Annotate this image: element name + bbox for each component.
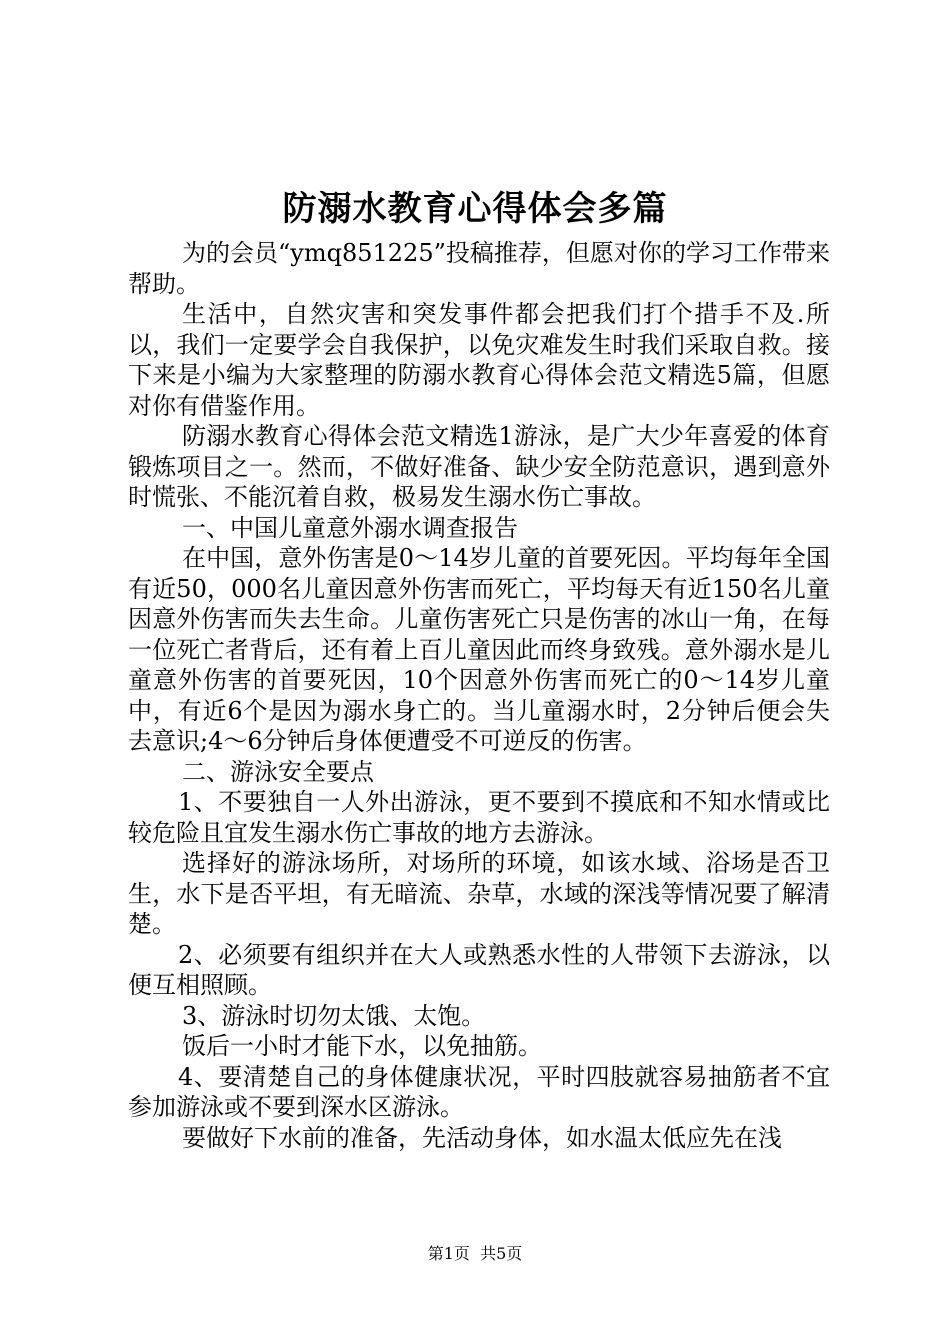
list-item: 1、不要独自一人外出游泳，更不要到不摸底和不知水情或比较危险且宜发生溺水伤亡事故的地方去游泳。 xyxy=(128,788,830,847)
page-number: 第1页 xyxy=(427,1244,470,1263)
page-total: 共5页 xyxy=(480,1244,523,1263)
section-heading: 一、中国儿童意外溺水调查报告 xyxy=(182,513,518,542)
paragraph: 要做好下水前的准备，先活动身体，如水温太低应先在浅 xyxy=(182,1123,782,1152)
paragraph: 选择好的游泳场所，对场所的环境，如该水域、浴场是否卫生，水下是否平坦，有无暗流、杂草，水域的深浅等情况要了解清楚。 xyxy=(128,849,830,938)
paragraph: 生活中，自然灾害和突发事件都会把我们打个措手不及.所以，我们一定要学会自我保护，以免灾难发生时我们采取自救。接下来是小编为大家整理的防溺水教育心得体会范文精选5篇，但愿对你有借鉴作用。 xyxy=(128,300,830,420)
document-body xyxy=(128,238,830,1153)
page-footer xyxy=(0,1243,950,1265)
list-item: 3、游泳时切勿太饿、太饱。 xyxy=(182,1001,486,1030)
paragraph: 防溺水教育心得体会范文精选1游泳，是广大少年喜爱的体育锻炼项目之一。然而，不做好准备、缺少安全防范意识，遇到意外时慌张、不能沉着自救，极易发生溺水伤亡事故。 xyxy=(128,422,830,511)
section-heading: 二、游泳安全要点 xyxy=(182,757,374,786)
paragraph: 为的会员“ymq851225”投稿推荐，但愿对你的学习工作带来帮助。 xyxy=(128,239,830,298)
paragraph: 饭后一小时才能下水，以免抽筋。 xyxy=(182,1032,542,1060)
page-title: 防溺水教育心得体会多篇 xyxy=(282,189,668,229)
list-item: 4、要清楚自己的身体健康状况，平时四肢就容易抽筋者不宜参加游泳或不要到深水区游泳。 xyxy=(128,1062,830,1121)
paragraph: 在中国，意外伤害是0～14岁儿童的首要死因。平均每年全国有近50，000名儿童因意外伤害而死亡，平均每天有近150名儿童因意外伤害而失去生命。儿童伤害死亡只是伤害的冰山一角，在每一位死亡者背后，还有着上百儿童因此而终身致残。意外溺水是儿童意外伤害的首要死因，10个因意外伤害而死亡的0～14岁儿童中，有近6个是因为溺水身亡的。当儿童溺水时，2分钟后便会失去意识;4～6分钟后身体便遭受不可逆反的伤害。 xyxy=(128,544,830,755)
list-item: 2、必须要有组织并在大人或熟悉水性的人带领下去游泳，以便互相照顾。 xyxy=(128,940,830,999)
